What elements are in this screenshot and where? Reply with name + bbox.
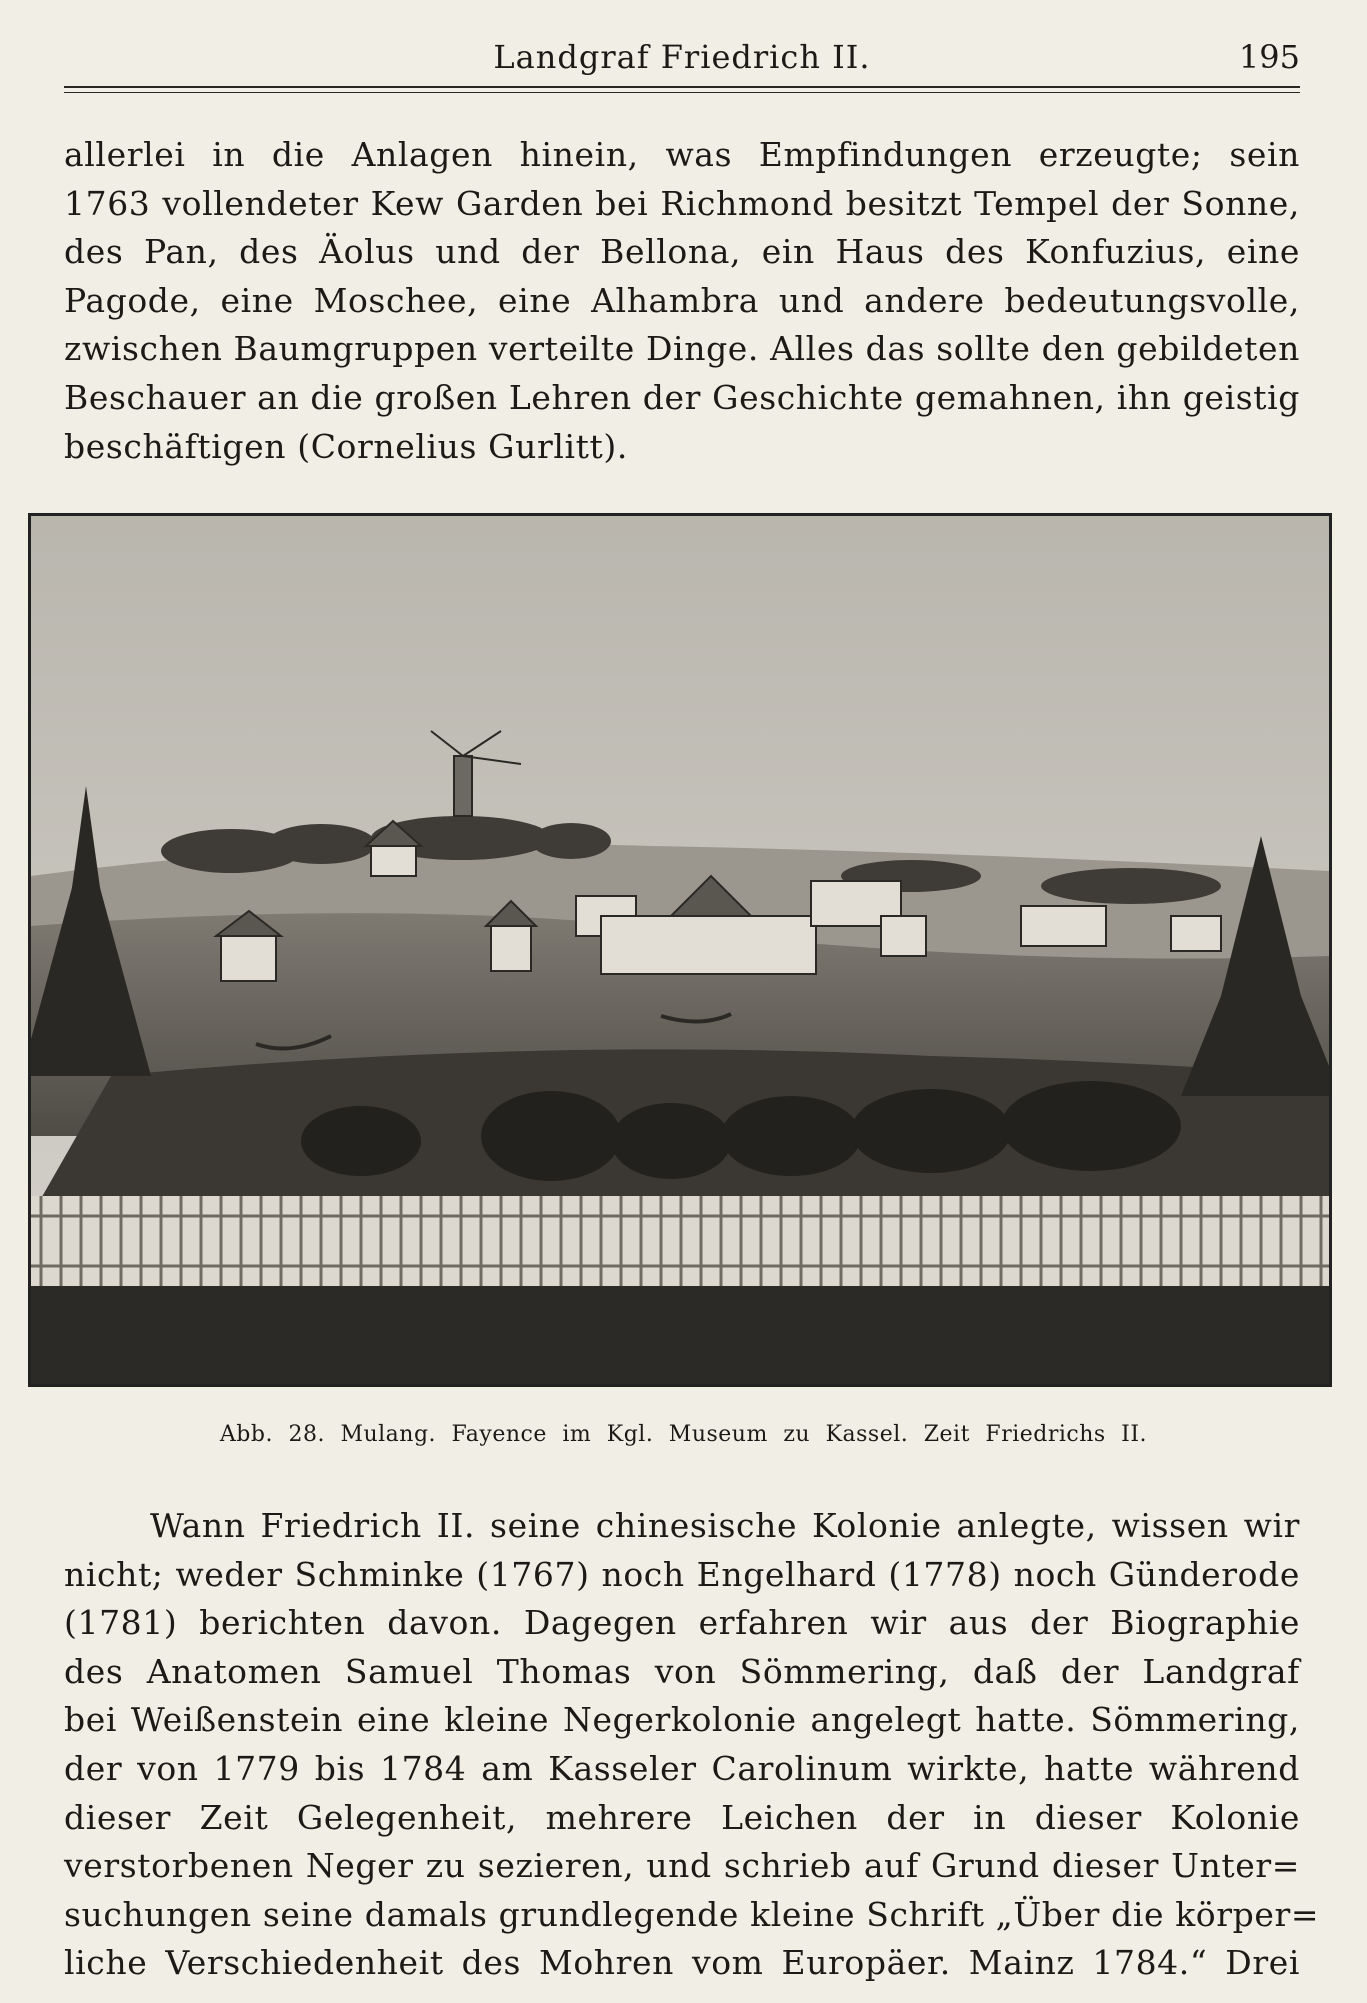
- text-line: der von 1779 bis 1784 am Kasseler Carolinum wirkte, hatte während: [64, 1748, 1300, 1788]
- text-line: verstorbenen Neger zu sezieren, und schrieb auf Grund dieser Unter=: [64, 1846, 1300, 1886]
- text-line: (1781) berichten davon. Dagegen erfahren wir aus der Biographie: [64, 1603, 1300, 1643]
- text-line: zwischen Baumgruppen verteilte Dinge. Alles das sollte den gebildeten: [64, 329, 1300, 369]
- text-line: beschäftigen (Cornelius Gurlitt).: [64, 426, 628, 466]
- header-rule: [64, 86, 1300, 88]
- text-line: 1763 vollendeter Kew Garden bei Richmond besitzt Tempel der Sonne,: [64, 183, 1300, 223]
- text-line: Beschauer an die großen Lehren der Geschichte gemahnen, ihn geistig: [64, 377, 1300, 417]
- text-line: bei Weißenstein eine kleine Negerkolonie angelegt hatte. Sömmering,: [64, 1700, 1300, 1740]
- running-header: [64, 34, 1300, 84]
- foreground-ground: [31, 1286, 1329, 1384]
- text-line: des Anatomen Samuel Thomas von Sömmering, daß der Landgraf: [64, 1651, 1300, 1691]
- figure-illustration: [28, 513, 1332, 1387]
- text-line: Pagode, eine Moschee, eine Alhambra und andere bedeutungsvolle,: [64, 280, 1300, 320]
- paragraph-bottom: [64, 1502, 1320, 1988]
- landscape-engraving: [31, 516, 1329, 1384]
- page-number: 195: [1238, 38, 1300, 76]
- text-line: des Pan, des Äolus und der Bellona, ein Haus des Konfuzius, eine: [64, 232, 1300, 272]
- text-line: dieser Zeit Gelegenheit, mehrere Leichen der in dieser Kolonie: [64, 1797, 1300, 1837]
- text-line: nicht; weder Schminke (1767) noch Engelhard (1778) noch Günderode: [64, 1554, 1300, 1594]
- figure-caption: Abb. 28. Mulang. Fayence im Kgl. Museum zu Kassel. Zeit Friedrichs II.: [219, 1422, 1148, 1447]
- text-line: suchungen seine damals grundlegende kleine Schrift „Über die körper=: [64, 1894, 1320, 1934]
- header-rule-thin: [64, 92, 1300, 93]
- running-title: Landgraf Friedrich II.: [493, 38, 871, 76]
- text-line: liche Verschiedenheit des Mohren vom Europäer. Mainz 1784.“ Drei: [64, 1943, 1300, 1983]
- text-line: allerlei in die Anlagen hinein, was Empfindungen erzeugte; sein: [64, 135, 1300, 174]
- text-line: Wann Friedrich II. seine chinesische Kolonie anlegte, wissen wir: [150, 1506, 1300, 1545]
- paragraph-top: [64, 131, 1300, 471]
